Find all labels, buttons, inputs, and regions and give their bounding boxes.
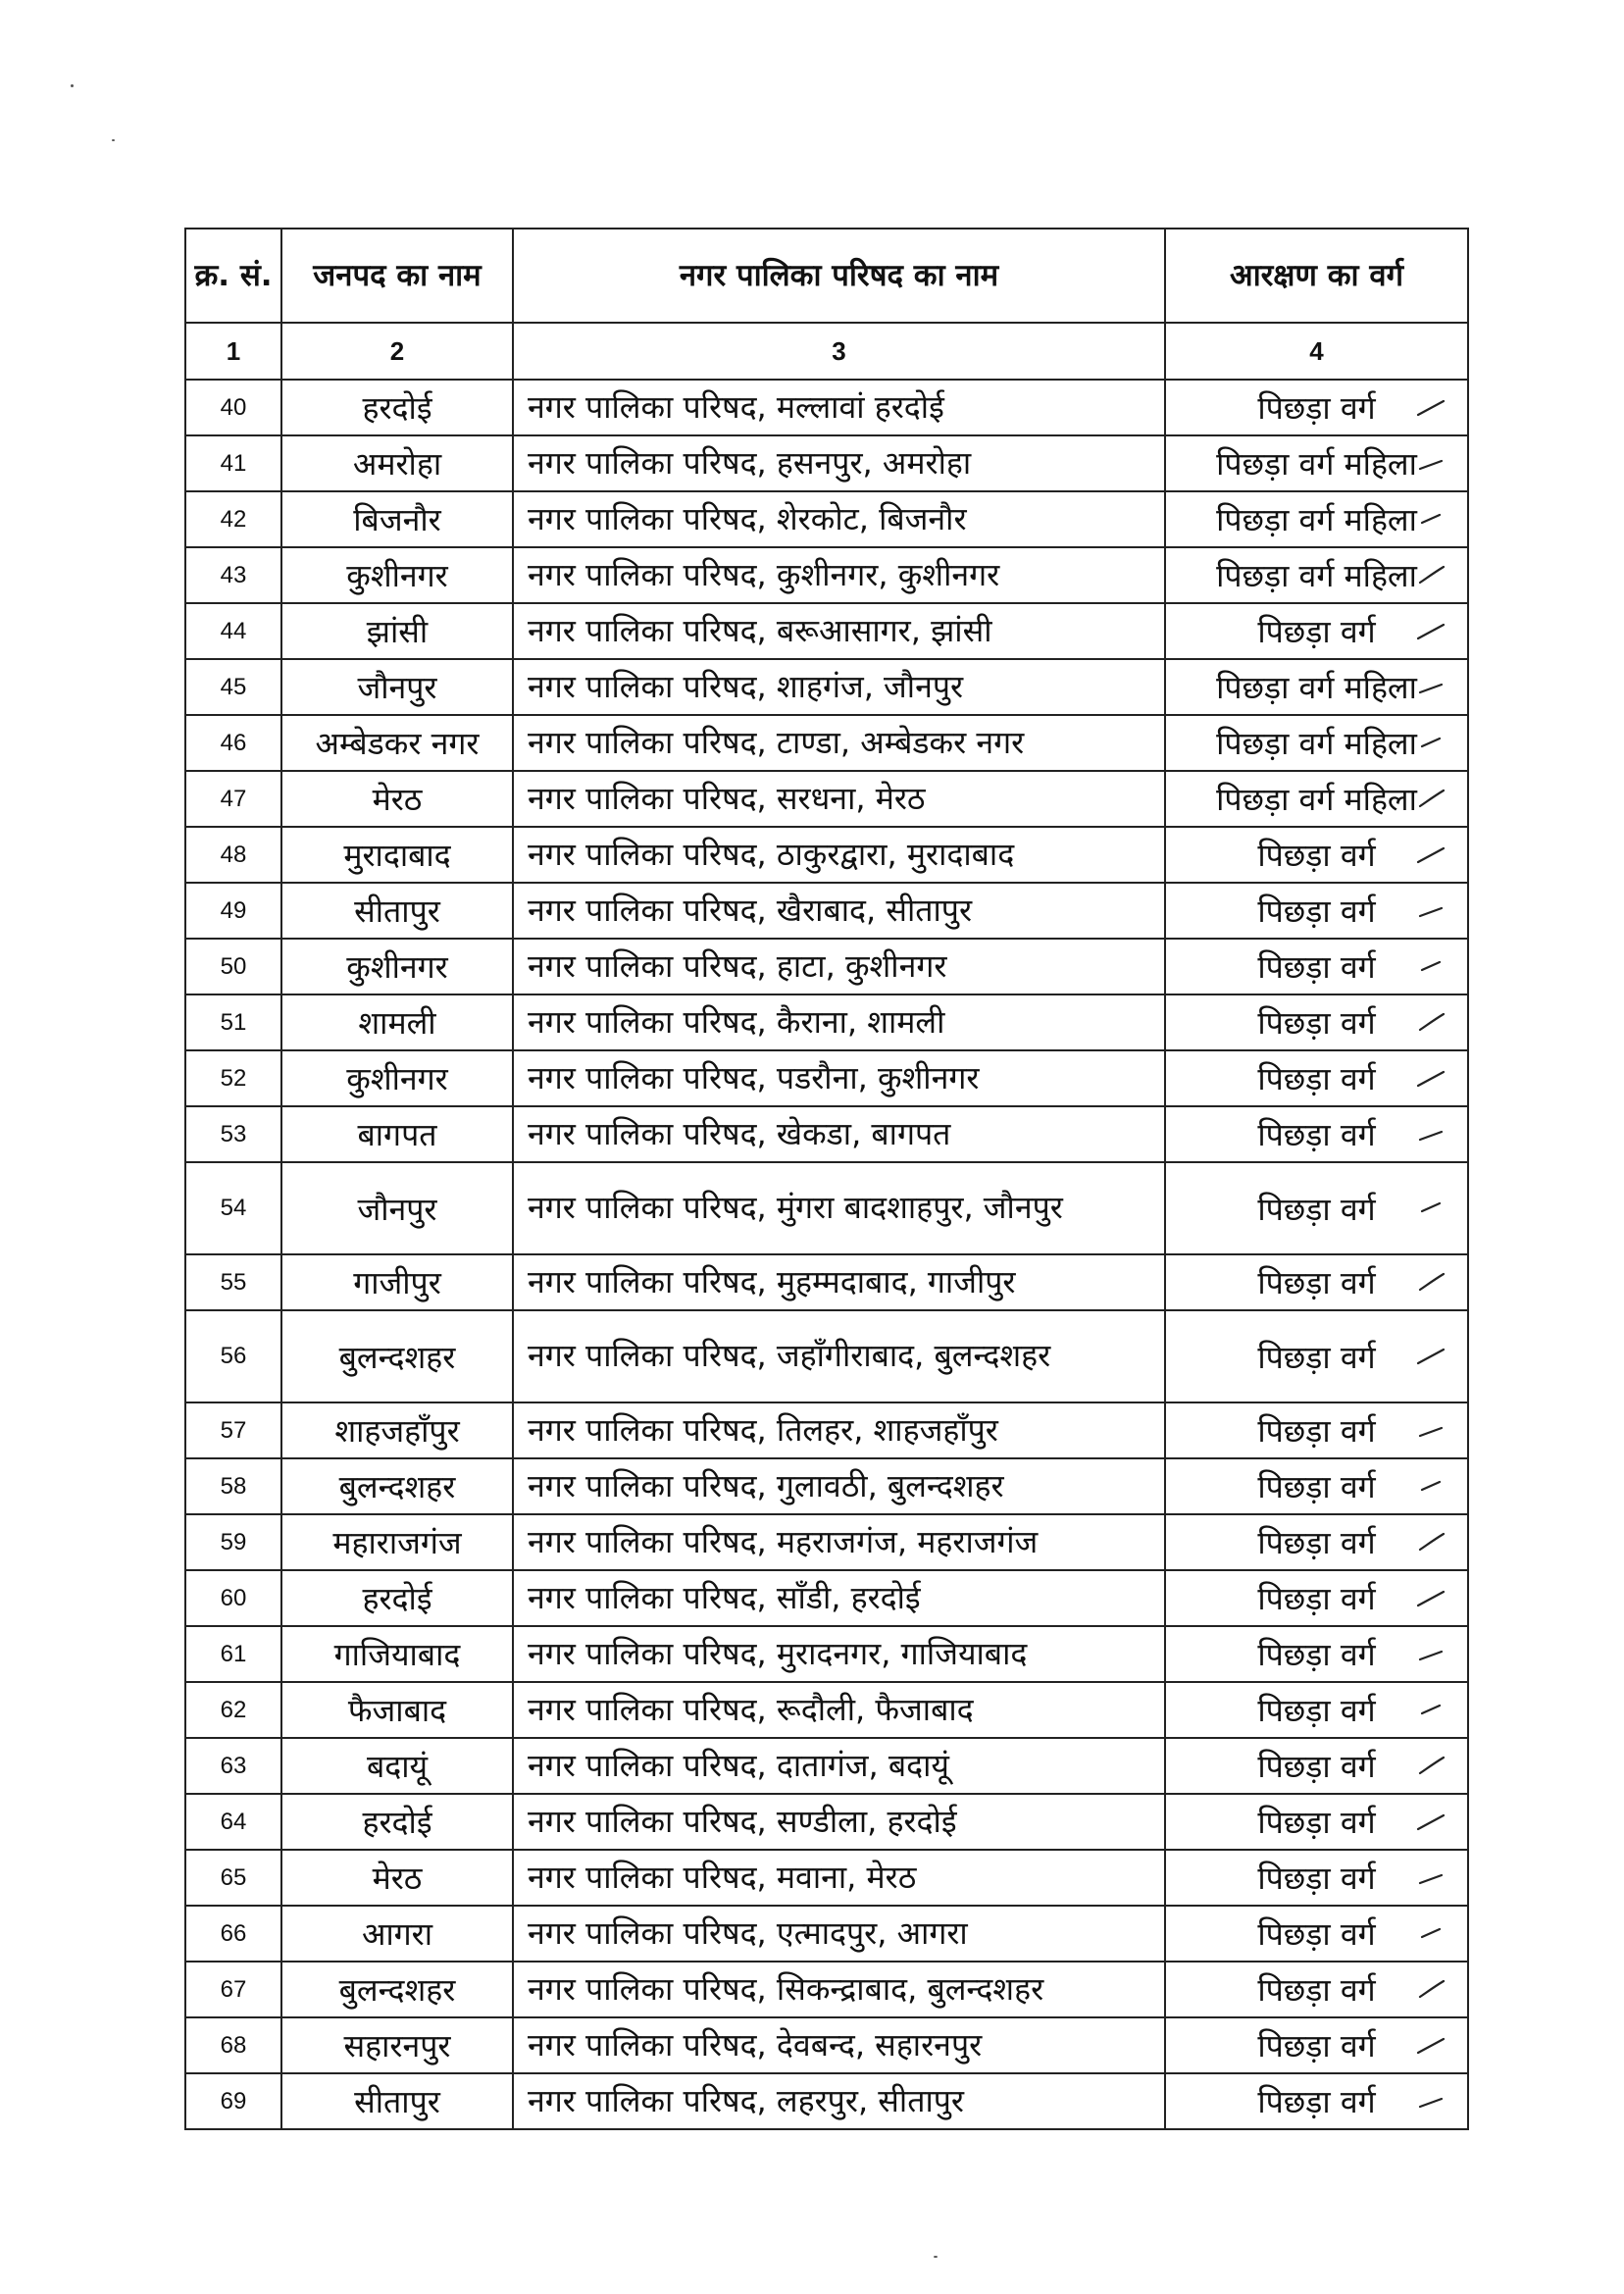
district-name-cell: जौनपुर: [281, 659, 513, 715]
district-name-cell: आगरा: [281, 1906, 513, 1962]
category-label: पिछड़ा वर्ग: [1257, 1748, 1376, 1785]
category-label: पिछड़ा वर्ग महिला: [1216, 445, 1417, 483]
reservation-category-cell: [1165, 1310, 1468, 1402]
category-label: पिछड़ा वर्ग: [1257, 2027, 1376, 2065]
checkmark-icon: [1416, 397, 1446, 419]
council-name-cell: नगर पालिका परिषद, मुंगरा बादशाहपुर, जौनपुर: [513, 1162, 1165, 1254]
reservation-category-cell: [1165, 435, 1468, 491]
checkmark-icon: [1416, 1811, 1446, 1833]
category-label: पिछड़ा वर्ग: [1257, 1060, 1376, 1097]
category-label: पिछड़ा वर्ग महिला: [1216, 501, 1417, 538]
serial-number-cell: 55: [185, 1254, 281, 1310]
table-row: [185, 883, 1468, 939]
table-row: [185, 380, 1468, 435]
council-name-cell: नगर पालिका परिषद, हाटा, कुशीनगर: [513, 939, 1165, 994]
category-label: पिछड़ा वर्ग: [1257, 837, 1376, 874]
table-row: [185, 939, 1468, 994]
table-row: [185, 2017, 1468, 2073]
council-name-cell: नगर पालिका परिषद, टाण्डा, अम्बेडकर नगर: [513, 715, 1165, 771]
table-row: [185, 2073, 1468, 2129]
council-name-cell: नगर पालिका परिषद, खेकडा, बागपत: [513, 1106, 1165, 1162]
district-name-cell: अमरोहा: [281, 435, 513, 491]
district-name-cell: बदायूं: [281, 1738, 513, 1794]
table-row: [185, 994, 1468, 1050]
council-name-cell: नगर पालिका परिषद, साँडी, हरदोई: [513, 1570, 1165, 1626]
reservation-category-cell: [1165, 1458, 1468, 1514]
checkmark-icon: [1416, 2035, 1446, 2057]
header-reservation-category: आरक्षण का वर्ग: [1165, 229, 1468, 323]
serial-number-cell: 43: [185, 547, 281, 603]
district-name-cell: सहारनपुर: [281, 2017, 513, 2073]
checkmark-icon: [1416, 1867, 1446, 1889]
table-row: [185, 1850, 1468, 1906]
reservation-category-cell: [1165, 1162, 1468, 1254]
serial-number-cell: 64: [185, 1794, 281, 1850]
serial-number-cell: 50: [185, 939, 281, 994]
header-row: [185, 229, 1468, 323]
table-row: [185, 491, 1468, 547]
category-label: पिछड़ा वर्ग महिला: [1216, 725, 1417, 762]
reservation-category-cell: [1165, 994, 1468, 1050]
category-label: पिछड़ा वर्ग: [1257, 2083, 1376, 2120]
checkmark-icon: [1416, 677, 1446, 698]
scan-speck: [934, 2256, 938, 2258]
council-name-cell: नगर पालिका परिषद, शेरकोट, बिजनौर: [513, 491, 1165, 547]
serial-number-cell: 51: [185, 994, 281, 1050]
serial-number-cell: 45: [185, 659, 281, 715]
checkmark-icon: [1416, 1756, 1446, 1777]
checkmark-icon: [1416, 733, 1446, 754]
checkmark-icon: [1416, 789, 1446, 810]
district-name-cell: बुलन्दशहर: [281, 1458, 513, 1514]
reservation-category-cell: [1165, 1906, 1468, 1962]
checkmark-icon: [1416, 1068, 1446, 1090]
reservation-category-cell: [1165, 827, 1468, 883]
checkmark-icon: [1416, 1124, 1446, 1146]
reservation-category-cell: [1165, 939, 1468, 994]
district-name-cell: शामली: [281, 994, 513, 1050]
serial-number-cell: 47: [185, 771, 281, 827]
council-name-cell: नगर पालिका परिषद, मवाना, मेरठ: [513, 1850, 1165, 1906]
serial-number-cell: 46: [185, 715, 281, 771]
reservation-category-cell: [1165, 547, 1468, 603]
column-number: 3: [513, 323, 1165, 380]
header-council-name: नगर पालिका परिषद का नाम: [513, 229, 1165, 323]
category-label: पिछड़ा वर्ग: [1257, 613, 1376, 650]
checkmark-icon: [1416, 2091, 1446, 2113]
checkmark-icon: [1416, 565, 1446, 586]
reservation-category-cell: [1165, 1794, 1468, 1850]
serial-number-cell: 53: [185, 1106, 281, 1162]
category-label: पिछड़ा वर्ग: [1257, 1116, 1376, 1153]
district-name-cell: शाहजहाँपुर: [281, 1402, 513, 1458]
district-name-cell: सीतापुर: [281, 883, 513, 939]
district-name-cell: जौनपुर: [281, 1162, 513, 1254]
category-label: पिछड़ा वर्ग: [1257, 1860, 1376, 1897]
reservation-category-cell: [1165, 771, 1468, 827]
checkmark-icon: [1416, 1644, 1446, 1665]
council-name-cell: नगर पालिका परिषद, शाहगंज, जौनपुर: [513, 659, 1165, 715]
category-label: पिछड़ा वर्ग: [1257, 1971, 1376, 2009]
table-row: [185, 1106, 1468, 1162]
serial-number-cell: 52: [185, 1050, 281, 1106]
reservation-category-cell: [1165, 2017, 1468, 2073]
district-name-cell: हरदोई: [281, 1570, 513, 1626]
column-number: 1: [185, 323, 281, 380]
council-name-cell: नगर पालिका परिषद, कैराना, शामली: [513, 994, 1165, 1050]
category-label: पिछड़ा वर्ग: [1257, 1804, 1376, 1841]
district-name-cell: सीतापुर: [281, 2073, 513, 2129]
district-name-cell: कुशीनगर: [281, 1050, 513, 1106]
category-label: पिछड़ा वर्ग: [1257, 389, 1376, 427]
reservation-category-cell: [1165, 1570, 1468, 1626]
category-label: पिछड़ा वर्ग: [1257, 1692, 1376, 1729]
table-row: [185, 1962, 1468, 2017]
category-label: पिछड़ा वर्ग: [1257, 1190, 1376, 1228]
table-row: [185, 1458, 1468, 1514]
category-label: पिछड़ा वर्ग: [1257, 1338, 1376, 1376]
district-name-cell: फैजाबाद: [281, 1682, 513, 1738]
district-name-cell: हरदोई: [281, 1794, 513, 1850]
serial-number-cell: 49: [185, 883, 281, 939]
serial-number-cell: 60: [185, 1570, 281, 1626]
serial-number-cell: 54: [185, 1162, 281, 1254]
council-name-cell: नगर पालिका परिषद, तिलहर, शाहजहाँपुर: [513, 1402, 1165, 1458]
serial-number-cell: 44: [185, 603, 281, 659]
category-label: पिछड़ा वर्ग महिला: [1216, 669, 1417, 706]
serial-number-cell: 66: [185, 1906, 281, 1962]
serial-number-cell: 41: [185, 435, 281, 491]
reservation-category-cell: [1165, 1254, 1468, 1310]
table-row: [185, 771, 1468, 827]
category-label: पिछड़ा वर्ग: [1257, 1636, 1376, 1673]
district-name-cell: बुलन्दशहर: [281, 1310, 513, 1402]
council-name-cell: नगर पालिका परिषद, रूदौली, फैजाबाद: [513, 1682, 1165, 1738]
table-row: [185, 1626, 1468, 1682]
category-label: पिछड़ा वर्ग: [1257, 892, 1376, 930]
reservation-category-cell: [1165, 380, 1468, 435]
council-name-cell: नगर पालिका परिषद, हसनपुर, अमरोहा: [513, 435, 1165, 491]
council-name-cell: नगर पालिका परिषद, पडरौना, कुशीनगर: [513, 1050, 1165, 1106]
table-row: [185, 1254, 1468, 1310]
council-name-cell: नगर पालिका परिषद, सिकन्द्राबाद, बुलन्दशहर: [513, 1962, 1165, 2017]
council-name-cell: नगर पालिका परिषद, गुलावठी, बुलन्दशहर: [513, 1458, 1165, 1514]
serial-number-cell: 67: [185, 1962, 281, 2017]
category-label: पिछड़ा वर्ग: [1257, 1915, 1376, 1953]
reservation-category-cell: [1165, 1514, 1468, 1570]
serial-number-cell: 48: [185, 827, 281, 883]
checkmark-icon: [1416, 1420, 1446, 1442]
checkmark-icon: [1416, 1979, 1446, 2001]
category-label: पिछड़ा वर्ग: [1257, 1524, 1376, 1561]
table-row: [185, 1402, 1468, 1458]
council-name-cell: नगर पालिका परिषद, मुहम्मदाबाद, गाजीपुर: [513, 1254, 1165, 1310]
checkmark-icon: [1416, 956, 1446, 978]
council-name-cell: नगर पालिका परिषद, ठाकुरद्वारा, मुरादाबाद: [513, 827, 1165, 883]
column-number-row: [185, 323, 1468, 380]
checkmark-icon: [1416, 1700, 1446, 1721]
category-label: पिछड़ा वर्ग: [1257, 1264, 1376, 1301]
table-row: [185, 1162, 1468, 1254]
table-row: [185, 435, 1468, 491]
serial-number-cell: 65: [185, 1850, 281, 1906]
checkmark-icon: [1416, 844, 1446, 866]
council-name-cell: नगर पालिका परिषद, मुरादनगर, गाजियाबाद: [513, 1626, 1165, 1682]
district-name-cell: कुशीनगर: [281, 939, 513, 994]
category-label: पिछड़ा वर्ग: [1257, 1468, 1376, 1505]
reservation-category-cell: [1165, 659, 1468, 715]
table-row: [185, 547, 1468, 603]
checkmark-icon: [1416, 1532, 1446, 1554]
serial-number-cell: 42: [185, 491, 281, 547]
district-name-cell: कुशीनगर: [281, 547, 513, 603]
checkmark-icon: [1416, 621, 1446, 642]
category-label: पिछड़ा वर्ग महिला: [1216, 557, 1417, 594]
council-name-cell: नगर पालिका परिषद, सण्डीला, हरदोई: [513, 1794, 1165, 1850]
serial-number-cell: 61: [185, 1626, 281, 1682]
district-name-cell: गाजियाबाद: [281, 1626, 513, 1682]
reservation-category-cell: [1165, 1626, 1468, 1682]
category-label: पिछड़ा वर्ग महिला: [1216, 781, 1417, 818]
reservation-category-cell: [1165, 2073, 1468, 2129]
council-name-cell: नगर पालिका परिषद, बरूआसागर, झांसी: [513, 603, 1165, 659]
table-row: [185, 603, 1468, 659]
serial-number-cell: 63: [185, 1738, 281, 1794]
checkmark-icon: [1416, 1923, 1446, 1945]
checkmark-icon: [1416, 1588, 1446, 1609]
council-name-cell: नगर पालिका परिषद, सरधना, मेरठ: [513, 771, 1165, 827]
table-row: [185, 1570, 1468, 1626]
table-row: [185, 1050, 1468, 1106]
category-label: पिछड़ा वर्ग: [1257, 948, 1376, 986]
district-name-cell: मेरठ: [281, 1850, 513, 1906]
reservation-category-cell: [1165, 1682, 1468, 1738]
serial-number-cell: 68: [185, 2017, 281, 2073]
reservation-category-cell: [1165, 715, 1468, 771]
table-row: [185, 715, 1468, 771]
serial-number-cell: 69: [185, 2073, 281, 2129]
council-name-cell: नगर पालिका परिषद, देवबन्द, सहारनपुर: [513, 2017, 1165, 2073]
table-row: [185, 1738, 1468, 1794]
checkmark-icon: [1416, 453, 1446, 475]
table-row: [185, 1682, 1468, 1738]
table-row: [185, 659, 1468, 715]
column-number: 4: [1165, 323, 1468, 380]
district-name-cell: मुरादाबाद: [281, 827, 513, 883]
district-name-cell: बुलन्दशहर: [281, 1962, 513, 2017]
reservation-table: [184, 228, 1469, 2130]
table-row: [185, 827, 1468, 883]
district-name-cell: गाजीपुर: [281, 1254, 513, 1310]
serial-number-cell: 40: [185, 380, 281, 435]
checkmark-icon: [1416, 509, 1446, 531]
reservation-category-cell: [1165, 1402, 1468, 1458]
council-name-cell: नगर पालिका परिषद, खैराबाद, सीतापुर: [513, 883, 1165, 939]
category-label: पिछड़ा वर्ग: [1257, 1412, 1376, 1450]
serial-number-cell: 56: [185, 1310, 281, 1402]
scan-speck: [71, 84, 74, 87]
checkmark-icon: [1416, 1272, 1446, 1294]
column-number: 2: [281, 323, 513, 380]
council-name-cell: नगर पालिका परिषद, एत्मादपुर, आगरा: [513, 1906, 1165, 1962]
serial-number-cell: 59: [185, 1514, 281, 1570]
checkmark-icon: [1416, 900, 1446, 922]
district-name-cell: बिजनौर: [281, 491, 513, 547]
table-row: [185, 1794, 1468, 1850]
serial-number-cell: 62: [185, 1682, 281, 1738]
serial-number-cell: 58: [185, 1458, 281, 1514]
council-name-cell: नगर पालिका परिषद, लहरपुर, सीतापुर: [513, 2073, 1165, 2129]
reservation-category-cell: [1165, 1106, 1468, 1162]
checkmark-icon: [1416, 1346, 1446, 1367]
district-name-cell: बागपत: [281, 1106, 513, 1162]
district-name-cell: मेरठ: [281, 771, 513, 827]
category-label: पिछड़ा वर्ग: [1257, 1580, 1376, 1617]
reservation-category-cell: [1165, 491, 1468, 547]
table-row: [185, 1310, 1468, 1402]
header-serial-number: क्र. सं.: [185, 229, 281, 323]
header-district-name: जनपद का नाम: [281, 229, 513, 323]
checkmark-icon: [1416, 1476, 1446, 1498]
scan-speck: [112, 139, 115, 141]
checkmark-icon: [1416, 1012, 1446, 1034]
council-name-cell: नगर पालिका परिषद, मल्लावां हरदोई: [513, 380, 1165, 435]
council-name-cell: नगर पालिका परिषद, दातागंज, बदायूं: [513, 1738, 1165, 1794]
table-row: [185, 1906, 1468, 1962]
council-name-cell: नगर पालिका परिषद, महराजगंज, महराजगंज: [513, 1514, 1165, 1570]
reservation-category-cell: [1165, 1962, 1468, 2017]
district-name-cell: हरदोई: [281, 380, 513, 435]
serial-number-cell: 57: [185, 1402, 281, 1458]
council-name-cell: नगर पालिका परिषद, जहाँगीराबाद, बुलन्दशहर: [513, 1310, 1165, 1402]
reservation-category-cell: [1165, 1738, 1468, 1794]
reservation-category-cell: [1165, 603, 1468, 659]
reservation-category-cell: [1165, 883, 1468, 939]
district-name-cell: अम्बेडकर नगर: [281, 715, 513, 771]
category-label: पिछड़ा वर्ग: [1257, 1004, 1376, 1042]
reservation-category-cell: [1165, 1850, 1468, 1906]
reservation-category-cell: [1165, 1050, 1468, 1106]
council-name-cell: नगर पालिका परिषद, कुशीनगर, कुशीनगर: [513, 547, 1165, 603]
district-name-cell: महाराजगंज: [281, 1514, 513, 1570]
table-row: [185, 1514, 1468, 1570]
district-name-cell: झांसी: [281, 603, 513, 659]
checkmark-icon: [1416, 1198, 1446, 1219]
